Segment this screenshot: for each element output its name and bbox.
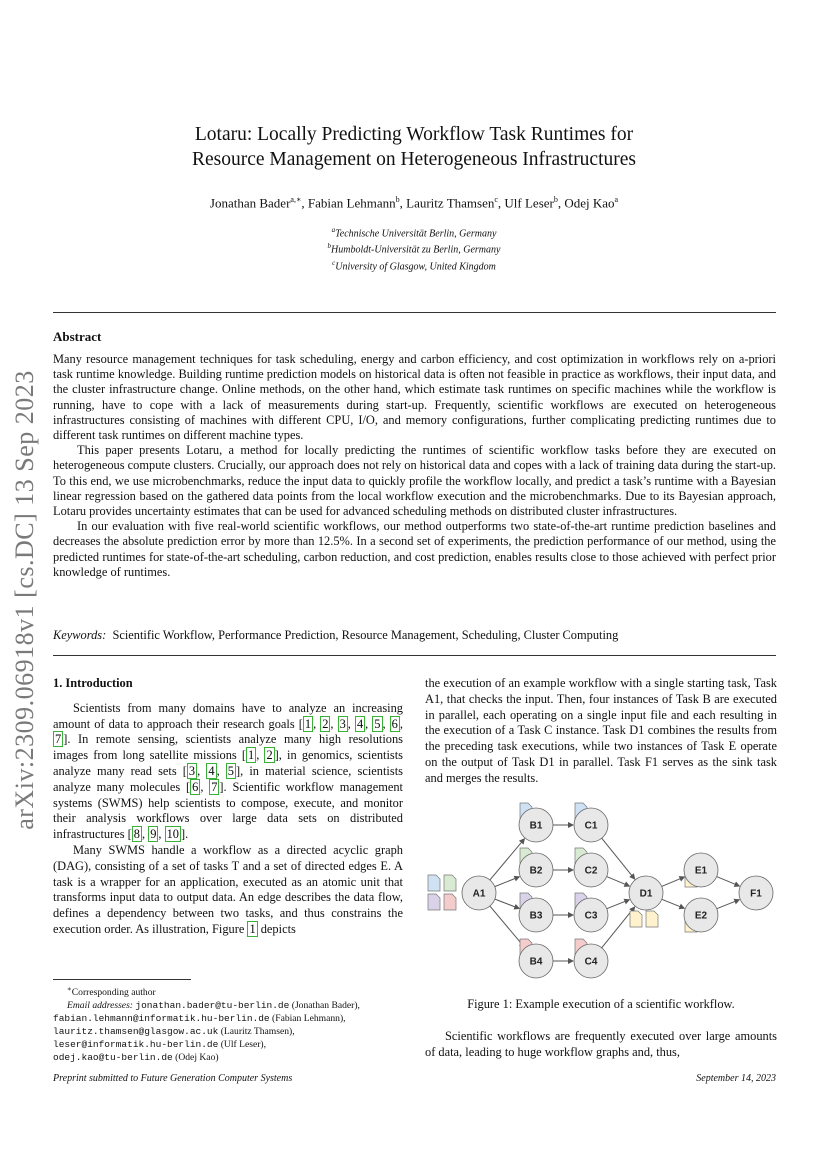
footnote-emails [53,1038,403,1051]
citation-link[interactable]: 5 [227,763,234,778]
task-node-d1 [629,876,663,910]
citation-link[interactable]: 6 [192,779,199,794]
task-node-label: D1 [639,888,653,900]
citation-link[interactable]: 8 [133,827,140,842]
keywords-text: Scientific Workflow, Performance Prediction, Resource Management, Scheduling, Cluster Computing [112,628,619,642]
citation-link[interactable]: 4 [208,763,215,778]
task-node-label: E1 [694,865,708,877]
affiliation [0,257,828,273]
affiliation-mark: c [332,258,336,267]
author-name: Odej Kao [564,195,615,211]
text-run: depicts [257,921,296,936]
abstract-heading: Abstract [53,329,102,344]
citation-link[interactable]: 3 [339,716,346,731]
right-column [425,676,777,787]
task-node-label: C2 [584,865,598,877]
affiliation-mark: a [331,226,336,234]
citation-link[interactable]: 2 [266,748,273,763]
task-node-label: B2 [529,865,543,877]
footnote-emails [53,1051,403,1064]
footnote-emails [53,999,403,1012]
email-label: Email addresses: [67,1000,133,1012]
file-icon [630,911,642,927]
body-paragraph: Scientists from many domains have to analyze an increasing amount of data to approach their research goals [ 1 , 2 , 3 , 4 , 5 , 6 , 7 ]. In remote sensing, scientists analyze many high resolutions images from long satellite missions [ 1 , 2 ], in genomics, scientists analyze many read sets [ 3 , 4 , 5 ], in material science, scientists analyze many molecules [ 6 , 7 ]. Scientific workflow management systems (SWMS) help scientists to compose, execute, and monitor their analysis workflows over large data sets on distributed infrastructures [ 8 , 9 , 10 ]. [53,700,403,842]
section-heading: 1. Introduction [53,676,133,690]
task-node-c1 [574,808,608,842]
footer-journal: Preprint submitted to Future Generation Computer Systems [53,1073,293,1084]
input-file-icon [428,875,440,891]
edge-E2-F1 [717,900,740,909]
task-node-e1 [684,853,718,887]
task-node-b2 [519,853,553,887]
author-affiliation-mark: a,∗ [290,195,302,204]
citation-link[interactable]: 10 [166,827,179,842]
task-node-c3 [574,898,608,932]
body-paragraph: the execution of an example workflow with a single starting task, Task A1, that checks the input. Then, four instances of Task B are executed in parallel, each operating on a single input file and each resulting in the execution of a Task C instance. Task D1 combines the results from the preceding task executions, while two instances of Task E operate on the output of Task D1 in parallel. Task F1 serves as the sink task and merges the results. [425,676,777,785]
input-file-icon [428,894,440,910]
edge-D1-E2 [662,899,685,908]
text-run: ], in genomics, scientists analyze many read sets [ [53,748,403,778]
citation-link[interactable]: 7 [211,779,218,794]
task-node-label: C3 [584,910,598,922]
title-line-1: Lotaru: Locally Predicting Workflow Task Runtimes for [194,124,634,145]
author-name: Ulf Leser [504,195,554,211]
task-node-label: E2 [694,910,708,922]
input-file-icon [444,875,456,891]
abstract-paragraph: This paper presents Lotaru, a method for locally predicting the runtimes of scientific workflow tasks before they are executed on heterogeneous compute clusters. Crucially, our approach does not rely on historical data and copes with a lack of training data during the start-up. To this end, we use microbenchmarks, reduce the input data to quickly profile the workflow locally, and predict a task’s runtime with a Bayesian linear regression based on the gathered data points from the local workflow execution and the microbenchmarks. Due to its Bayesian approach, Lotaru provides uncertainty estimates that can be used for advanced scheduling methods on distributed cluster infrastructures. [53,443,776,519]
divider [53,312,776,313]
citation-link[interactable]: 1 [248,748,255,763]
task-node-label: B3 [529,910,543,922]
affiliation [0,240,828,256]
keywords [53,628,618,643]
divider [53,655,776,656]
citation-link[interactable]: 3 [188,763,196,778]
text-run: ]. Scientific workflow management systems (SWMS) help scientists to compose, execute, and monitor their analysis workflows over large data sets on distributed infrastructures [ [53,779,403,842]
task-node-b1 [519,808,553,842]
footnote-emails [53,1025,403,1038]
footnote-corresponding [53,983,403,999]
footnote-emails [53,1012,403,1025]
edge-E1-F1 [717,877,740,886]
abstract-paragraph: In our evaluation with five real-world scientific workflows, our method outperforms two state-of-the-art runtime prediction baselines and decreases the absolute prediction error by more than 12.5%. In a second set of experiments, the prediction performance of our method, using the predicted runtimes for state-of-the-art scheduling, carbon reduction, and cost prediction, enables results close to those achieved with perfect prior knowledge of runtimes. [53,519,776,579]
author-affiliation-mark: c [494,195,498,204]
email-link[interactable]: leser@informatik.hu-berlin.de [53,1039,219,1051]
body-paragraph: Scientific workflows are frequently executed over large amounts of data, leading to huge workflow graphs and, thus, [425,1029,777,1059]
workflow-figure [425,798,777,983]
email-owner: (Jonathan Bader), [291,1000,360,1012]
edge-A1-B2 [495,877,520,887]
task-node-c4 [574,944,608,978]
text-run: Many SWMS handle a workflow as a directed acyclic graph (DAG), consisting of a set of tasks T and a set of directed edges E. A task is a wrapper for an application, executed as an atomic unit that transforms input data to output data. An edge describes the data flow, defines a dependency between two tasks, and thus constrains the execution order. As illustration, Figure [53,842,403,936]
email-link[interactable]: jonathan.bader@tu-berlin.de [135,1000,290,1012]
task-node-label: A1 [472,888,486,900]
footnote-text: Corresponding author [71,987,156,999]
citation-link[interactable]: 2 [322,716,329,731]
affiliation-text: University of Glasgow, United Kingdom [335,260,496,272]
footnote-mark: ∗ [67,985,72,993]
right-column-continued [425,1029,777,1061]
citation-link[interactable]: 6 [391,716,398,731]
task-node-b3 [519,898,553,932]
footnote [53,983,403,1064]
author-name: Fabian Lehmann [307,195,396,211]
input-files [428,803,697,955]
citation-link[interactable]: 7 [55,732,62,747]
workflow-nodes [462,808,773,978]
affiliation-text: Humboldt-Universität zu Berlin, Germany [331,244,501,256]
edge-A1-B3 [495,899,519,908]
citation-link[interactable]: 1 [304,716,312,731]
citation-link[interactable]: 9 [150,827,157,842]
arxiv-identifier: arXiv:2309.06918v1 [cs.DC] 13 Sep 2023 [10,370,39,830]
affiliation-list [0,224,828,273]
text-run: ]. [181,827,189,842]
text-run: ], in material science, scientists analyze many molecules [ [53,763,403,794]
body-paragraph [53,843,403,938]
author-affiliation-mark: b [395,195,400,204]
file-icon [646,911,658,927]
edge-D1-E1 [662,877,685,886]
footer-date: September 14, 2023 [696,1073,776,1084]
email-owner: (Lauritz Thamsen), [220,1026,295,1038]
task-node-e2 [684,898,718,932]
text-run: Scientists from many domains have to analyze an increasing amount of data to approach their research goals [ [53,700,403,731]
affiliation [0,224,828,240]
edge-C3-D1 [607,900,630,909]
abstract-paragraph: Many resource management techniques for task scheduling, energy and carbon efficiency, and cost optimization in workflows rely on a-priori task runtime knowledge. Building runtime prediction models on historical data is often not feasible in practice as workflows, their input data, and the cluster infrastructure change. Online methods, on the other hand, which estimate task runtimes on specific machines while the workflow is running, have to cope with a lack of measurements during start-up. Frequently, scientific workflows are executed on heterogeneous infrastructures consisting of machines with different CPU, I/O, and memory configurations, further complicating predicting runtimes due to different task runtimes on different machine types. [53,352,776,443]
email-owner: (Odej Kao) [175,1052,219,1064]
task-node-a1 [462,876,496,910]
affiliation-text: Technische Universität Berlin, Germany [335,228,497,240]
author-affiliation-mark: b [553,195,558,204]
task-node-label: F1 [750,888,762,900]
email-owner: (Ulf Leser), [220,1039,267,1051]
task-node-c2 [574,853,608,887]
affiliation-mark: b [327,242,332,251]
abstract-body [53,352,776,580]
task-node-label: B4 [529,956,543,968]
author-list: Jonathan Bader$^{a,∗}$, Fabian Lehmann$^b$, Lauritz Thamsen$^c$, Ulf Leser$^b$, Odej Kao$^a$ [209,195,619,211]
email-link[interactable]: fabian.lehmann@informatik.hu-berlin.de [53,1013,270,1025]
email-owner: (Fabian Lehmann), [272,1013,346,1025]
title-line-2: Resource Management on Heterogeneous Infrastructures [192,149,636,170]
author-name: Jonathan Bader [209,195,291,211]
figure-reference-link[interactable]: 1 [249,921,256,936]
citation-link[interactable]: 4 [356,716,364,731]
task-node-label: C1 [584,820,598,832]
text-run: ]. In remote sensing, scientists analyze many high resolutions images from long satellite missions [ [53,732,403,763]
left-column [53,676,403,938]
email-link[interactable]: odej.kao@tu-berlin.de [53,1052,173,1064]
footnote-rule [53,979,191,980]
edge-C2-D1 [607,877,630,886]
task-node-label: B1 [529,820,543,832]
author-affiliation-mark: a [614,195,619,204]
task-node-f1 [739,876,773,910]
citation-link[interactable]: 5 [374,716,381,731]
paper-title [0,122,828,172]
keywords-label: Keywords: [53,628,107,642]
task-node-b4 [519,944,553,978]
email-link[interactable]: lauritz.thamsen@glasgow.ac.uk [53,1026,219,1038]
figure-caption: Figure 1: Example execution of a scientific workflow. [467,997,735,1011]
input-file-icon [444,894,456,910]
author-name: Lauritz Thamsen [406,195,495,211]
task-node-label: C4 [584,956,598,968]
